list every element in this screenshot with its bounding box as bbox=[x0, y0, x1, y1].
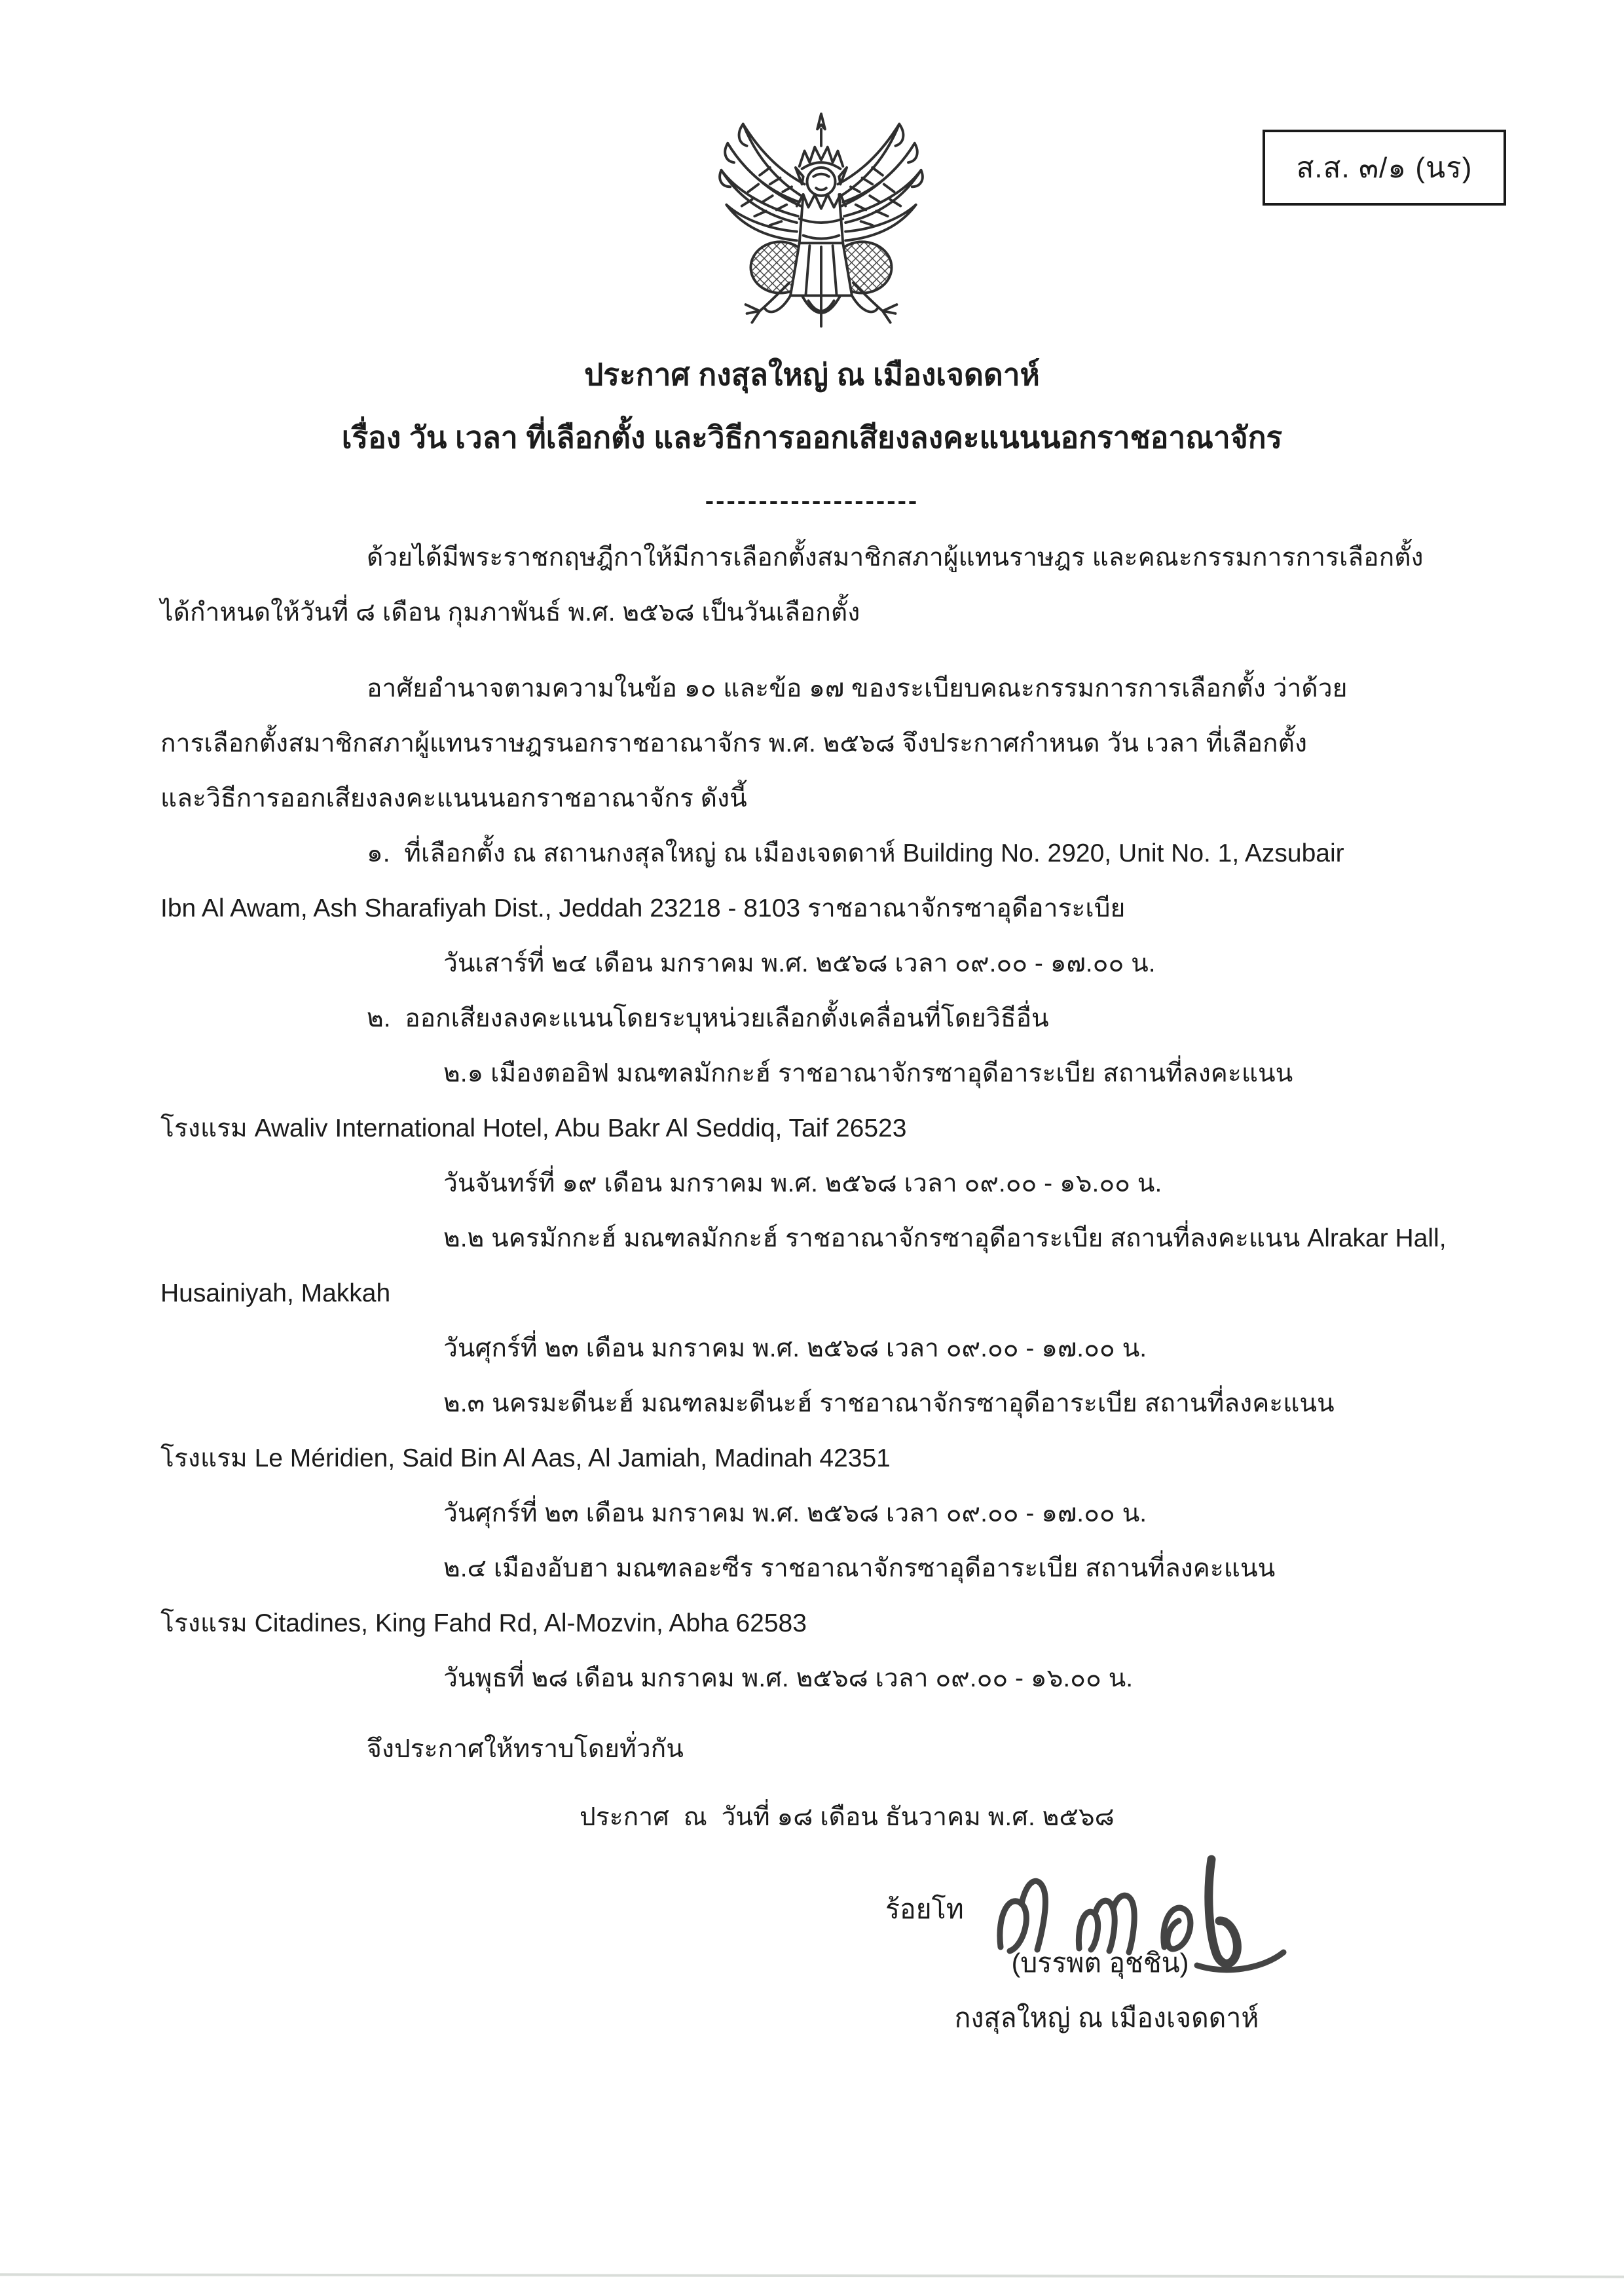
acknowledgement-line: จึงประกาศให้ทราบโดยทั่วกัน bbox=[367, 1735, 684, 1763]
garuda-emblem-icon bbox=[706, 109, 936, 339]
document-line: โรงแรม Citadines, King Fahd Rd, Al-Mozvin, Abha 62583 bbox=[160, 1609, 807, 1637]
document-line: การเลือกตั้งสมาชิกสภาผู้แทนราษฎรนอกราชอาณาจักร พ.ศ. ๒๕๖๘ จึงประกาศกำหนด วัน เวลา ที่เลือกตั้ง bbox=[160, 729, 1308, 757]
document-line: ๒.๒ นครมักกะฮ์ มณฑลมักกะฮ์ ราชอาณาจักรซาอุดีอาระเบีย สถานที่ลงคะแนน Alrakar Hall, bbox=[443, 1224, 1447, 1252]
form-code-label: ส.ส. ๓/๑ (นร) bbox=[1296, 152, 1473, 184]
document-line: ๒.๔ เมืองอับฮา มณฑลอะซีร ราชอาณาจักรซาอุดีอาระเบีย สถานที่ลงคะแนน bbox=[443, 1554, 1276, 1582]
scan-artifact-line bbox=[0, 2273, 1624, 2278]
signer-position: กงสุลใหญ่ ณ เมืองเจดดาห์ bbox=[954, 2003, 1259, 2033]
form-code-box bbox=[1263, 130, 1506, 206]
dashed-separator: -------------------- bbox=[705, 486, 919, 515]
document-line: ได้กำหนดให้วันที่ ๘ เดือน กุมภาพันธ์ พ.ศ. ๒๕๖๘ เป็นวันเลือกตั้ง bbox=[160, 598, 860, 627]
title-block bbox=[0, 343, 1624, 524]
document-line: และวิธีการออกเสียงลงคะแนนนอกราชอาณาจักร ดังนี้ bbox=[160, 784, 747, 812]
document-line: โรงแรม Awaliv International Hotel, Abu Bakr Al Seddiq, Taif 26523 bbox=[160, 1114, 907, 1142]
document-line: โรงแรม Le Méridien, Said Bin Al Aas, Al Jamiah, Madinah 42351 bbox=[160, 1444, 891, 1472]
document-line: วันศุกร์ที่ ๒๓ เดือน มกราคม พ.ศ. ๒๕๖๘ เวลา ๐๙.๐๐ - ๑๗.๐๐ น. bbox=[443, 1499, 1147, 1527]
document-line: วันศุกร์ที่ ๒๓ เดือน มกราคม พ.ศ. ๒๕๖๘ เวลา ๐๙.๐๐ - ๑๗.๐๐ น. bbox=[443, 1334, 1147, 1362]
page-title: ประกาศ กงสุลใหญ่ ณ เมืองเจดดาห์ bbox=[584, 357, 1040, 392]
document-line: ๒.๑ เมืองตออิฟ มณฑลมักกะฮ์ ราชอาณาจักรซาอุดีอาระเบีย สถานที่ลงคะแนน bbox=[443, 1059, 1293, 1087]
document-line: Ibn Al Awam, Ash Sharafiyah Dist., Jeddah 23218 - 8103 ราชอาณาจักรซาอุดีอาระเบีย bbox=[160, 894, 1126, 922]
document-line: วันเสาร์ที่ ๒๔ เดือน มกราคม พ.ศ. ๒๕๖๘ เวลา ๐๙.๐๐ - ๑๗.๐๐ น. bbox=[443, 949, 1156, 977]
document-line: Husainiyah, Makkah bbox=[160, 1279, 391, 1307]
subject-line: เรื่อง วัน เวลา ที่เลือกตั้ง และวิธีการออกเสียงลงคะแนนนอกราชอาณาจักร bbox=[341, 420, 1283, 454]
announcement-date-line: ประกาศ ณ วันที่ ๑๘ เดือน ธันวาคม พ.ศ. ๒๕๖๘ bbox=[580, 1803, 1115, 1831]
signer-rank: ร้อยโท bbox=[885, 1894, 964, 1924]
document-line: ๒.๓ นครมะดีนะฮ์ มณฑลมะดีนะฮ์ ราชอาณาจักรซาอุดีอาระเบีย สถานที่ลงคะแนน bbox=[443, 1389, 1335, 1417]
document-line: วันจันทร์ที่ ๑๙ เดือน มกราคม พ.ศ. ๒๕๖๘ เวลา ๐๙.๐๐ - ๑๖.๐๐ น. bbox=[443, 1169, 1162, 1197]
document-line: ด้วยได้มีพระราชกฤษฎีกาให้มีการเลือกตั้งสมาชิกสภาผู้แทนราษฎร และคณะกรรมการการเลือกตั้ง bbox=[367, 543, 1424, 572]
document-line: อาศัยอำนาจตามความในข้อ ๑๐ และข้อ ๑๗ ของระเบียบคณะกรรมการการเลือกตั้ง ว่าด้วย bbox=[367, 674, 1348, 702]
document-line: ๑. ที่เลือกตั้ง ณ สถานกงสุลใหญ่ ณ เมืองเจดดาห์ Building No. 2920, Unit No. 1, Azsubair bbox=[367, 839, 1344, 867]
document-line: วันพุธที่ ๒๘ เดือน มกราคม พ.ศ. ๒๕๖๘ เวลา ๐๙.๐๐ - ๑๖.๐๐ น. bbox=[443, 1664, 1134, 1692]
signer-name: (บรรพต อุชชิน) bbox=[1011, 1948, 1189, 1978]
body-text bbox=[160, 530, 1509, 1845]
document-line: ๒. ออกเสียงลงคะแนนโดยระบุหน่วยเลือกตั้งเคลื่อนที่โดยวิธีอื่น bbox=[367, 1004, 1049, 1032]
